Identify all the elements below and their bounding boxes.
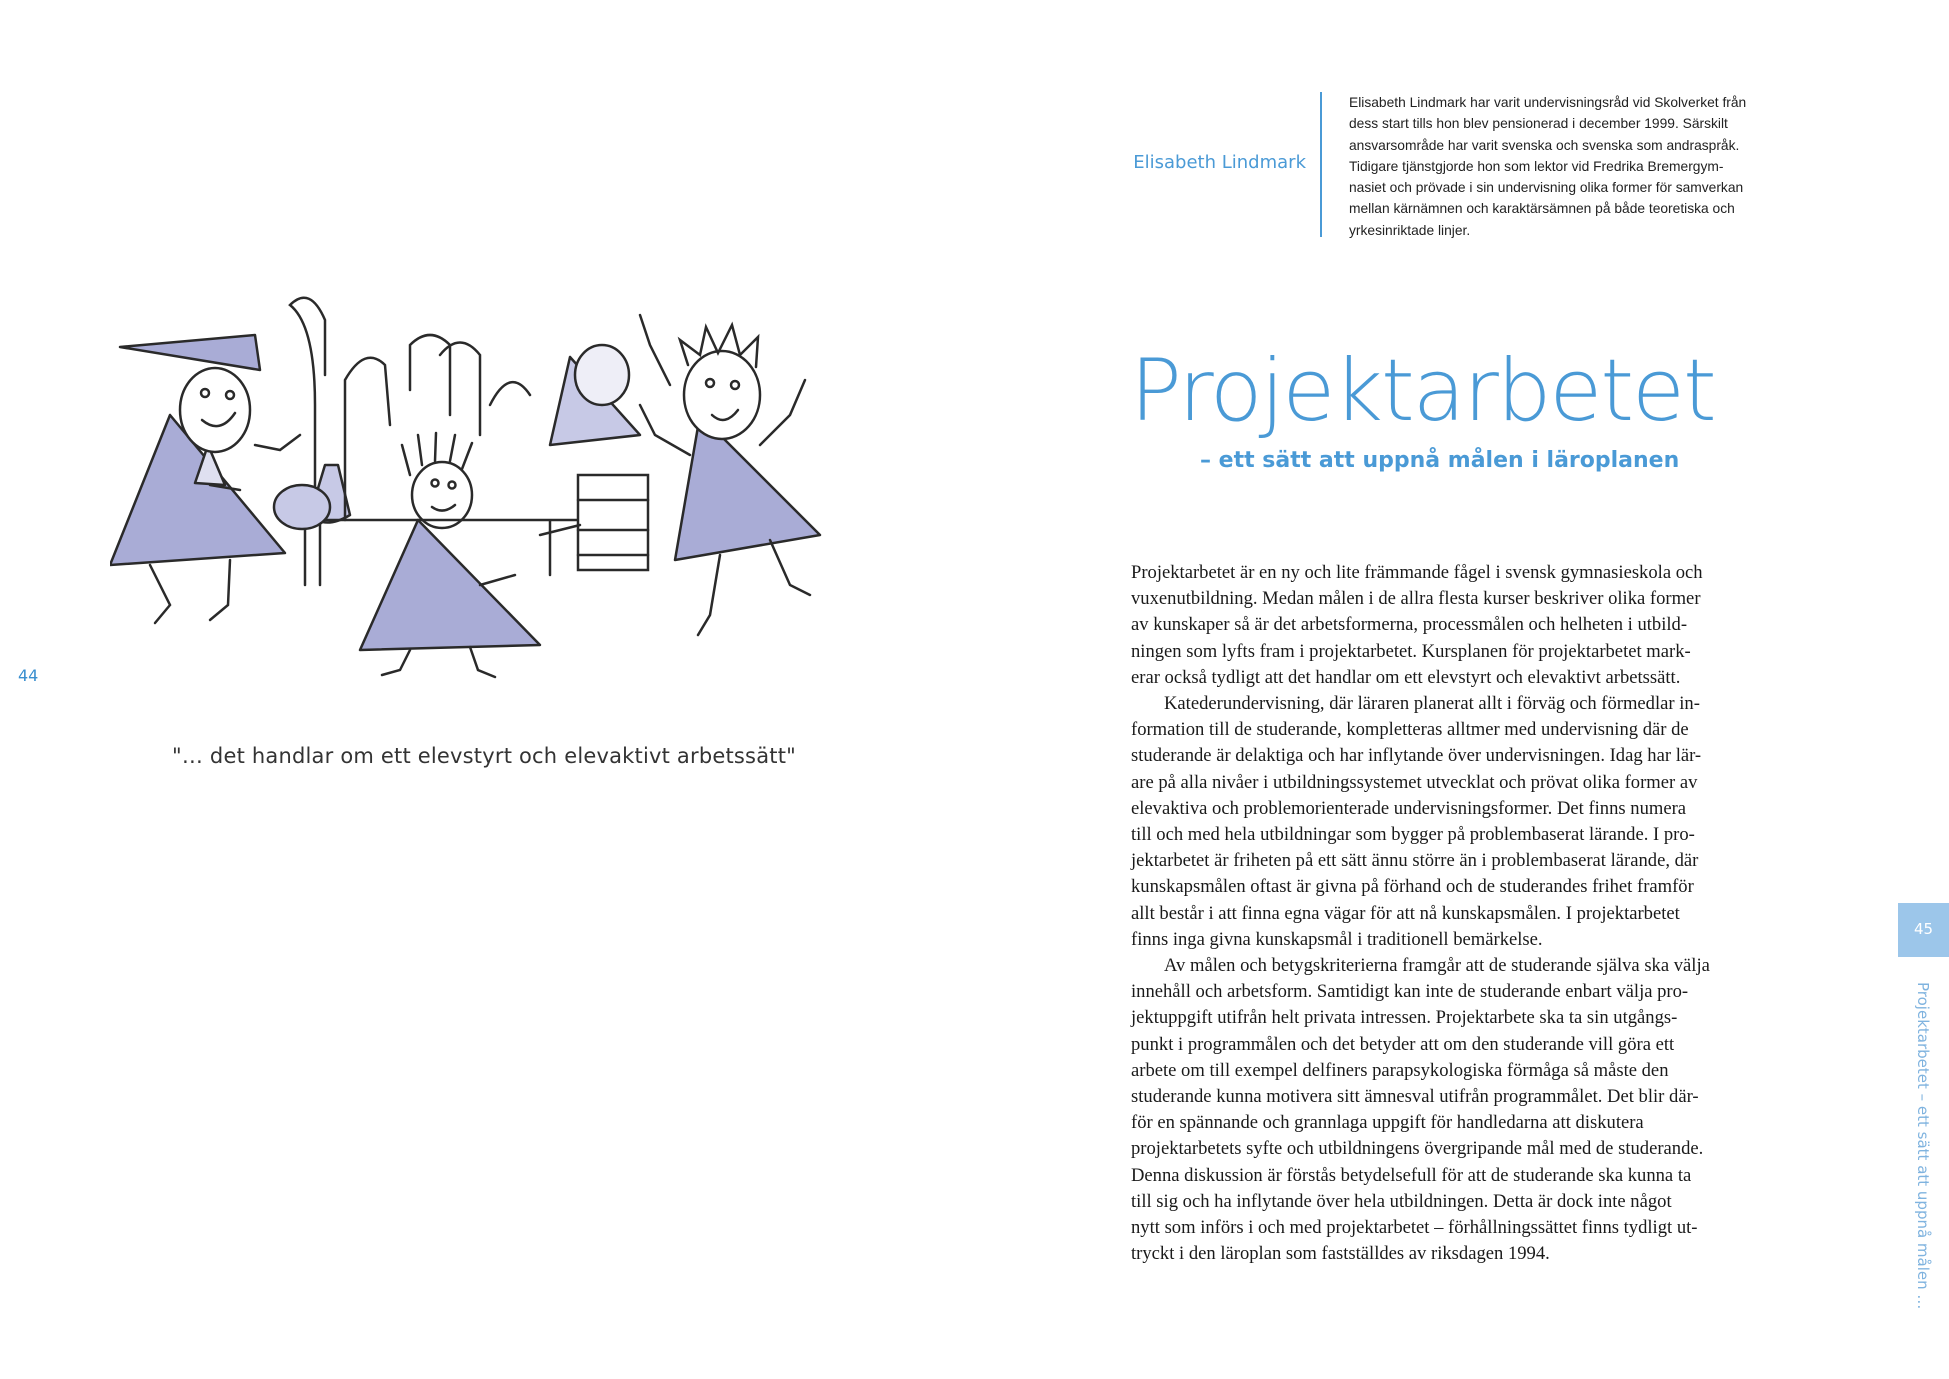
body-line: av kunskaper så är det arbetsformerna, processmålen och helheten i utbild- — [1131, 614, 1688, 636]
body-line: kunskapsmålen oftast är givna på förhand och de studerandes frihet framför — [1131, 876, 1694, 898]
body-line: studerande är delaktiga och har inflytande över undervisningen. Idag har lär- — [1131, 745, 1702, 767]
bio-line: Elisabeth Lindmark har varit undervisningsråd vid Skolverket från — [1349, 95, 1747, 110]
body-line: tryckt i den läroplan som fastställdes av riksdagen 1994. — [1131, 1243, 1550, 1265]
body-text — [1131, 560, 1771, 1267]
chapter-subtitle: – ett sätt att uppnå målen i läroplanen — [1200, 448, 1680, 473]
children-chemistry-lab-illustration — [110, 285, 840, 685]
running-title: Projektarbetet – ett sätt att uppnå målen … — [1914, 982, 1932, 1310]
body-line: erar också tydligt att det handlar om ett elevstyrt och elevaktivt arbetssätt. — [1131, 666, 1681, 688]
body-line: Denna diskussion är förstås betydelsefull för att de studerande ska kunna ta — [1131, 1164, 1692, 1186]
body-line: finns inga givna kunskapsmål i traditionell bemärkelse. — [1131, 928, 1543, 950]
bio-line: yrkesinriktade linjer. — [1349, 222, 1471, 238]
body-line: för en spännande och grannlaga uppgift för handledarna att diskutera — [1131, 1112, 1644, 1134]
page-tab — [1898, 903, 1949, 957]
body-line: Projektarbetet är en ny och lite främmande fågel i svensk gymnasieskola och — [1131, 562, 1703, 583]
bio-line: nasiet och prövade i sin undervisning olika former för samverkan — [1349, 180, 1744, 196]
body-line: nytt som införs i och med projektarbetet – förhållningssättet finns tydligt ut- — [1131, 1217, 1698, 1239]
body-line: till sig och ha inflytande över hela utbildningen. Detta är dock inte något — [1131, 1190, 1672, 1212]
body-line: Av målen och betygskriterierna framgår att de studerande själva ska välja — [1164, 955, 1710, 977]
body-line: arbete om till exempel delfiners parapsykologiska förmåga så måste den — [1131, 1059, 1669, 1081]
bio-line: Tidigare tjänstgjorde hon som lektor vid Fredrika Bremergym- — [1349, 158, 1724, 174]
body-line: projektarbetets syfte och utbildningens övergripande mål med de studerande. — [1131, 1138, 1704, 1160]
chapter-title: Projektarbetet — [1130, 341, 1715, 441]
bio-line: mellan kärnämnen och karaktärsämnen på både teoretiska och — [1349, 201, 1735, 217]
body-line: jektuppgift utifrån helt privata intressen. Projektarbete ska ta sin utgångs- — [1131, 1007, 1678, 1029]
author-divider — [1320, 92, 1322, 237]
body-line: punkt i programmålen och det betyder att om den studerande vill göra ett — [1131, 1033, 1675, 1055]
body-line: elevaktiva och problemorienterade undervisningsformer. Det finns numera — [1131, 797, 1687, 819]
bio-line: ansvarsområde har varit svenska och svenska som andraspråk. — [1349, 137, 1740, 153]
center-figure-body — [360, 520, 540, 650]
body-line: studerande kunna motivera sitt ämnesval utifrån programmålet. Det blir där- — [1131, 1086, 1699, 1108]
body-line: jektarbetet är friheten på ett sätt ännu större än i problembaserat lärande, där — [1131, 850, 1699, 872]
body-line: allt består i att finna egna vägar för att nå kunskapsmålen. I projektarbetet — [1131, 902, 1680, 924]
body-line: innehåll och arbetsform. Samtidigt kan inte de studerande enbart välja pro- — [1131, 981, 1689, 1003]
body-line: vuxenutbildning. Medan målen i de allra flesta kurser beskriver olika former — [1131, 588, 1701, 610]
body-line: till och med hela utbildningar som bygger på problembaserat lärande. I pro- — [1131, 824, 1695, 846]
body-line: ningen som lyfts fram i projektarbetet. Kursplanen för projektarbetet mark- — [1131, 640, 1691, 662]
page-number-left: 44 — [18, 666, 39, 685]
body-line: formation till de studerande, kompletteras alltmer med undervisning där de — [1131, 719, 1689, 741]
page-number-right: 45 — [1913, 920, 1934, 938]
bio-line: dess start tills hon blev pensionerad i december 1999. Särskilt — [1349, 116, 1728, 132]
body-line: Katederundervisning, där läraren planerat allt i förväg och förmedlar in- — [1164, 693, 1700, 715]
pull-quote: "… det handlar om ett elevstyrt och elevaktivt arbetssätt" — [172, 744, 796, 768]
author-bio — [1349, 92, 1775, 241]
author-name: Elisabeth Lindmark — [1133, 152, 1306, 173]
right-figure-body — [675, 415, 820, 560]
body-line: are på alla nivåer i utbildningssystemet utvecklat och prövat olika former av — [1131, 771, 1698, 793]
